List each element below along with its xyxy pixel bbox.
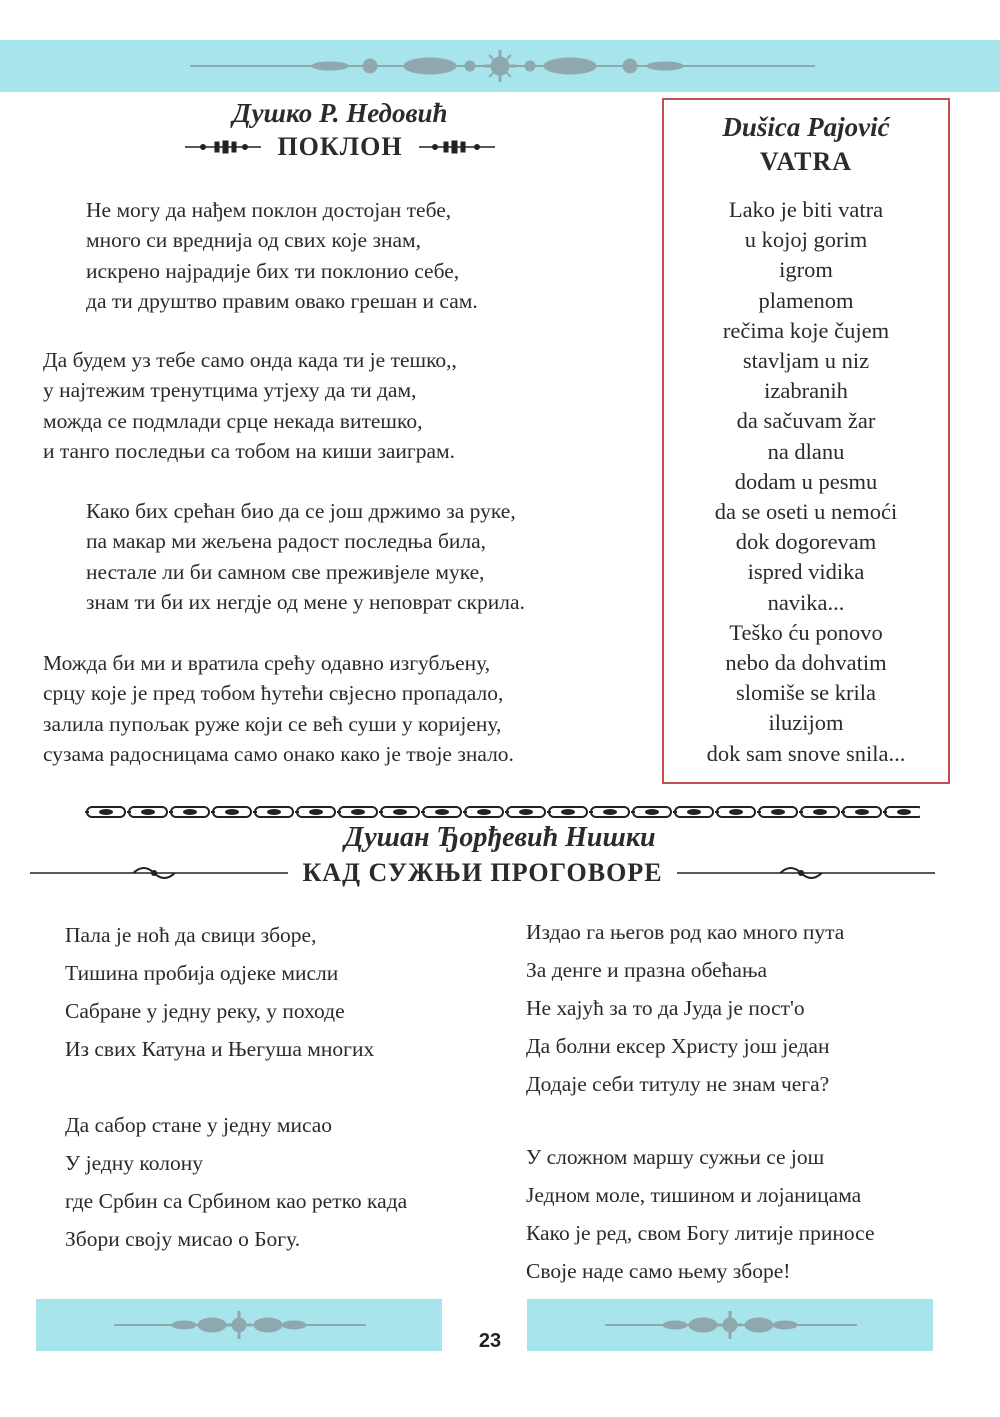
verse-line: па макар ми жељена радост последња била, <box>86 529 487 554</box>
verse-line: Из свих Катуна и Његуша многих <box>65 1037 375 1061</box>
verse-line: У једну колону <box>65 1151 203 1175</box>
bottom-right-band <box>527 1299 933 1351</box>
verse-line: ispred vidika <box>747 559 865 585</box>
verse-line: срцу које је пред тобом ћутећи свјесно пропадало, <box>43 681 504 706</box>
poem2-lines <box>664 195 948 769</box>
verse-line: Сабране у једну реку, у походе <box>65 999 345 1023</box>
verse-line: na dlanu <box>767 438 845 464</box>
verse-line: u kojoj gorim <box>744 227 868 253</box>
poem1-stanza <box>43 345 457 466</box>
poem2-author: Dušica Pajović <box>722 112 890 142</box>
verse-line: Пала је ноћ да свици зборе, <box>65 923 317 947</box>
verse-line: Да сабор стане у једну мисао <box>65 1113 333 1137</box>
verse-line: Да болни ексер Христу још један <box>526 1034 830 1058</box>
verse-line: izabranih <box>764 378 848 404</box>
verse-line: dodam u pesmu <box>734 468 878 494</box>
poem3-left-stanza <box>65 1106 407 1258</box>
verse-line: iluzijom <box>768 710 844 736</box>
verse-line: нестале ли би самном све преживјеле муке, <box>86 559 485 584</box>
verse-line: navika... <box>767 589 845 615</box>
verse-line: dok sam snove snila... <box>706 740 906 766</box>
verse-line: Додаје себи титулу не знам чега? <box>526 1072 830 1096</box>
verse-line: у најтежим тренутцима утјеху да ти дам, <box>43 378 417 403</box>
verse-line: Како бих срећан био да се још држимо за руке, <box>86 499 516 523</box>
poem3-title-row <box>30 858 935 888</box>
verse-line: Своје наде само њему зборе! <box>526 1259 791 1283</box>
verse-line: Како је ред, свом Богу литије приносе <box>526 1221 875 1245</box>
verse-line: искрено најрадије бих ти поклонио себе, <box>86 258 460 283</box>
verse-line: stavljam u niz <box>742 348 870 374</box>
verse-line: igrom <box>779 257 833 283</box>
verse-line: знам ти би их негдје од мене у неповрат скрила. <box>86 589 525 614</box>
verse-line: dok dogorevam <box>735 529 877 555</box>
bottom-right-ornament-icon <box>527 1299 933 1351</box>
verse-line: можда се подмлади срце некада витешко, <box>43 408 423 433</box>
flourish-left-icon <box>183 137 263 157</box>
verse-line: За денге и празна обећања <box>526 958 768 982</box>
flourish-right-icon <box>417 137 497 157</box>
verse-line: Lako je biti vatra <box>728 197 884 222</box>
verse-line: Издао га његов род као много пута <box>526 920 845 944</box>
verse-line: da se oseti u nemoći <box>714 499 898 525</box>
poem1-author: Душко Р. Недовић <box>232 98 448 128</box>
verse-line: и танго последњи са тобом на киши заиграм. <box>43 438 455 463</box>
verse-line: Једном моле, тишином и лојаницама <box>526 1183 862 1207</box>
verse-line: Можда би ми и вратила срећу одавно изгубљену, <box>43 651 491 675</box>
verse-line: Да будем уз тебе само онда када ти је тешко,, <box>43 348 457 372</box>
poem3-left-stanza <box>65 916 374 1068</box>
verse-line: rečima koje čujem <box>722 317 890 343</box>
verse-line: сузама радосницама само онако како је твоје знало. <box>43 741 514 766</box>
rule-right-icon <box>677 861 935 885</box>
poem2-title: VATRA <box>759 147 853 176</box>
chain-divider-icon <box>85 803 920 821</box>
page-number: 23 <box>478 1330 502 1352</box>
poem1-title: ПОКЛОН <box>277 132 403 161</box>
verse-line: залила пупољак руже који се већ суши у коријену, <box>43 711 502 736</box>
verse-line: Тишина пробија одјеке мисли <box>65 961 339 985</box>
verse-line: да ти друштво правим овако грешан и сам. <box>86 288 478 313</box>
verse-line: где Србин са Србином као ретко када <box>65 1189 408 1213</box>
verse-line: Teško ću ponovo <box>729 619 883 645</box>
bottom-left-band <box>36 1299 442 1351</box>
poem3-author: Душан Ђорђевић Нишки <box>344 822 656 853</box>
poem1-stanza <box>86 195 478 316</box>
bottom-left-ornament-icon <box>36 1299 442 1351</box>
verse-line: Не хајућ за то да Јуда је пост'о <box>526 996 805 1020</box>
poem1-stanza <box>43 648 514 769</box>
verse-line: У сложном маршу сужњи се још <box>526 1145 825 1169</box>
verse-line: Не могу да нађем поклон достојан тебе, <box>86 198 452 222</box>
poem1-title-row <box>40 132 640 162</box>
poem3-right-stanza <box>526 1138 875 1290</box>
verse-line: много си вреднија од свих које знам, <box>86 228 421 253</box>
verse-line: nebo da dohvatim <box>725 650 887 676</box>
poem3-title: КАД СУЖЊИ ПРОГОВОРЕ <box>302 858 663 887</box>
verse-line: Збори своју мисао о Богу. <box>65 1227 301 1251</box>
verse-line: slomiše se krila <box>736 680 876 706</box>
verse-line: da sačuvam žar <box>736 408 876 434</box>
poem2-box <box>662 98 950 784</box>
poem1-stanza <box>86 496 525 617</box>
verse-line: plamenom <box>758 287 854 313</box>
top-ornament-icon <box>0 40 1000 92</box>
top-decorative-band <box>0 40 1000 92</box>
rule-left-icon <box>30 861 288 885</box>
poem3-right-stanza <box>526 913 844 1103</box>
